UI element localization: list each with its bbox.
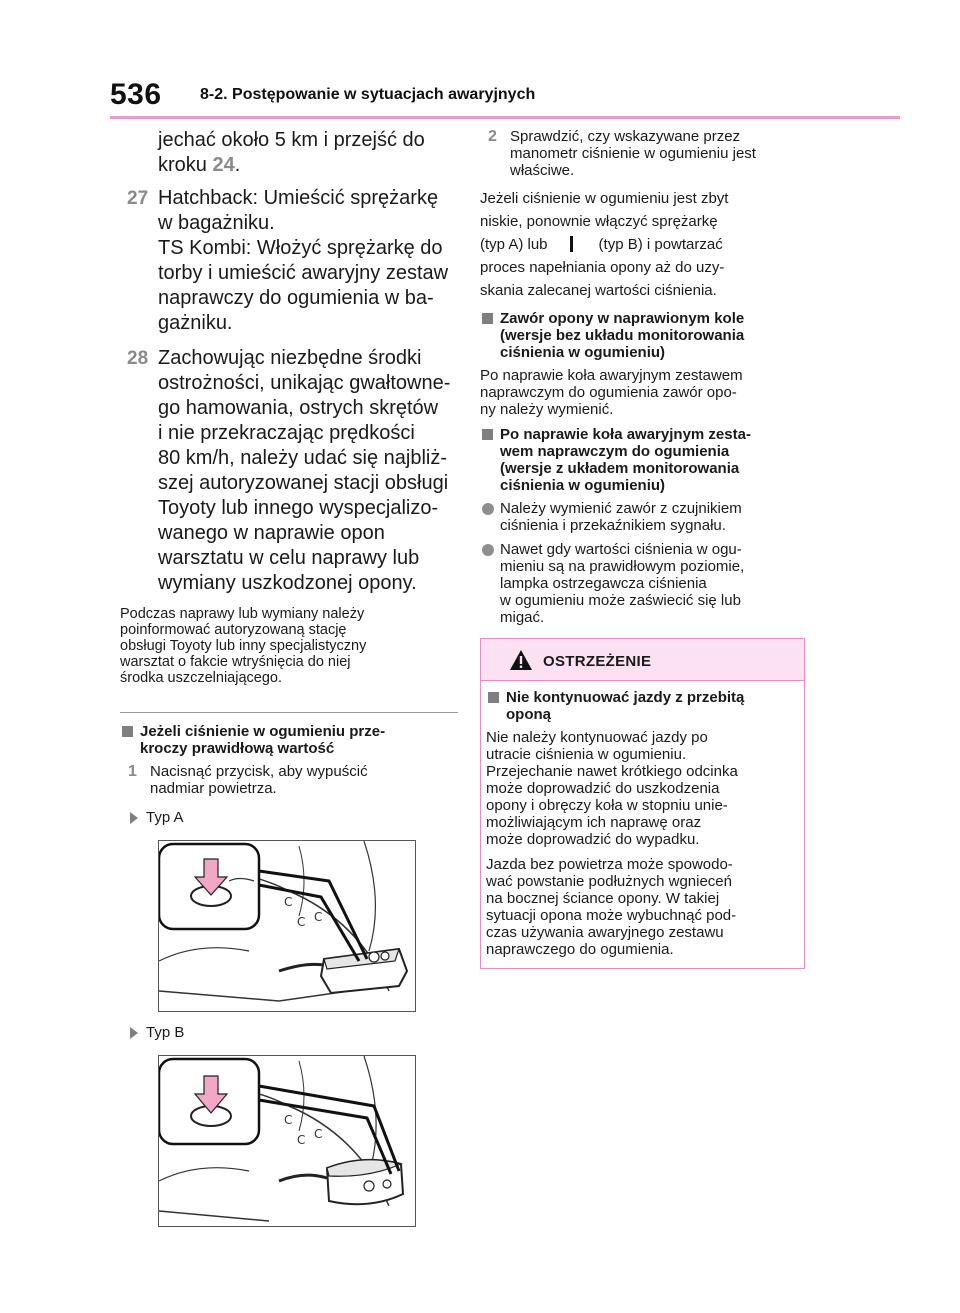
warning-title: OSTRZEŻENIE xyxy=(543,653,652,670)
right-column xyxy=(480,128,805,969)
step-28: 28 Zachowując niezbędne środki ostrożności, unikając gwałtowne- go hamowania, ostrych skrętów i nie przekraczając prędkości 80 km/h, należy udać się najbliż- szej autoryzowanej stacji obsługi Toyoty lub innego wyspecjalizo- wanego w naprawie opon warsztatu w celu naprawy lub wymiany uszkodzonej opony. xyxy=(127,347,451,594)
warning-body xyxy=(481,681,804,968)
subheading-with-tpms: Po naprawie koła awaryjnym zesta- wem naprawczym do ogumienia (wersje z układem monitorowania ciśnienia w ogumieniu) xyxy=(480,426,805,494)
warning-triangle-icon xyxy=(509,649,533,671)
refill-paragraph: Jeżeli ciśnienie w ogumieniu jest zbyt niskie, ponownie włączyć sprężarkę (typ A) lub (typ B) i powtarzać proces napełniania opony aż do uzy- skania zalecanej wartości ciśnienia. xyxy=(480,190,729,299)
square-bullet-icon xyxy=(122,726,133,737)
step-number: 28 xyxy=(127,348,149,369)
page-number: 536 xyxy=(110,78,162,111)
step-2: 2 Sprawdzić, czy wskazywane przez manometr ciśnienie w ogumieniu jest właściwe. xyxy=(488,128,756,179)
square-bullet-icon xyxy=(482,313,493,324)
bullet-warning-lamp: Nawet gdy wartości ciśnienia w ogu- mieniu są na prawidłowym poziomie, lampka ostrzegawcza ciśnienia w ogumieniu może zaświecić się lub migać. xyxy=(480,541,805,626)
step-1: 1 Nacisnąć przycisk, aby wypuścić nadmiar powietrza. xyxy=(128,763,368,797)
type-a-label: Typ A xyxy=(120,809,458,826)
warning-subheading: Nie kontynuować jazdy z przebitą oponą xyxy=(486,689,798,723)
section-title: 8-2. Postępowanie w sytuacjach awaryjnych xyxy=(200,86,536,103)
svg-text:C: C xyxy=(284,1113,293,1127)
warning-paragraph-1: Nie należy kontynuować jazdy po utracie ciśnienia w ogumieniu. Przejechanie nawet krótkiego odcinka może doprowadzić do uszkodzenia opony i obręczy koła w stopniu unie- możliwiającym ich naprawę oraz może doprowadzić do wypadku. xyxy=(486,729,738,848)
header-rule xyxy=(110,116,900,119)
note-paragraph: Podczas naprawy lub wymiany należy poinformować autoryzowaną stację obsługi Toyoty lub inny specjalistyczny warsztat o fakcie wtryśnięcia do niej środka uszczelniającego. xyxy=(120,606,367,686)
figure-type-b xyxy=(158,1055,416,1227)
svg-text:C: C xyxy=(297,915,306,929)
warning-paragraph-2: Jazda bez powietrza może spowodo- wać powstanie podłużnych wgnieceń na bocznej ściance opony. W takiej sytuacji opona może wybuchnąć pod- czas używania awaryjnego zestawu naprawczego do ogumienia. xyxy=(486,856,737,958)
svg-text:C: C xyxy=(284,895,293,909)
page-header xyxy=(110,78,900,118)
step-number: 1 xyxy=(128,763,137,780)
divider xyxy=(120,712,458,713)
arrow-right-icon xyxy=(130,1027,138,1039)
step-ref: 24 xyxy=(212,154,235,176)
subheading-valve-no-tpms: Zawór opony w naprawionym kole (wersje bez układu monitorowania ciśnienia w ogumieniu) xyxy=(480,310,805,361)
arrow-right-icon xyxy=(130,812,138,824)
svg-text:C: C xyxy=(297,1133,306,1147)
svg-text:C: C xyxy=(314,1127,323,1141)
warning-header xyxy=(481,639,804,681)
square-bullet-icon xyxy=(488,692,499,703)
round-bullet-icon xyxy=(482,544,494,556)
left-column xyxy=(120,128,458,1227)
intro-text: jechać około 5 km i przejść do kroku 24. xyxy=(158,129,425,176)
step-number: 27 xyxy=(127,188,149,209)
compressor-illustration-b xyxy=(159,1056,415,1226)
warning-box xyxy=(480,638,805,969)
round-bullet-icon xyxy=(482,503,494,515)
type-b-symbol-icon xyxy=(570,236,573,252)
square-bullet-icon xyxy=(482,429,493,440)
valve-paragraph: Po naprawie koła awaryjnym zestawem naprawczym do ogumienia zawór opo- ny należy wymienić. xyxy=(480,367,743,418)
bullet-replace-valve: Należy wymienić zawór z czujnikiem ciśnienia i przekaźnikiem sygnału. xyxy=(480,500,805,534)
step-number: 2 xyxy=(488,128,497,145)
figure-type-a xyxy=(158,840,416,1012)
step-27: 27 Hatchback: Umieścić sprężarkę w bagażniku. TS Kombi: Włożyć sprężarkę do torby i umieścić awaryjny zestaw naprawczy do ogumienia w ba- gażniku. xyxy=(127,187,449,334)
type-b-label: Typ B xyxy=(120,1024,458,1041)
compressor-illustration-a xyxy=(159,841,415,1011)
svg-text:C: C xyxy=(314,910,323,924)
subheading-excess-pressure: Jeżeli ciśnienie w ogumieniu prze- kroczy prawidłową wartość xyxy=(120,723,458,757)
